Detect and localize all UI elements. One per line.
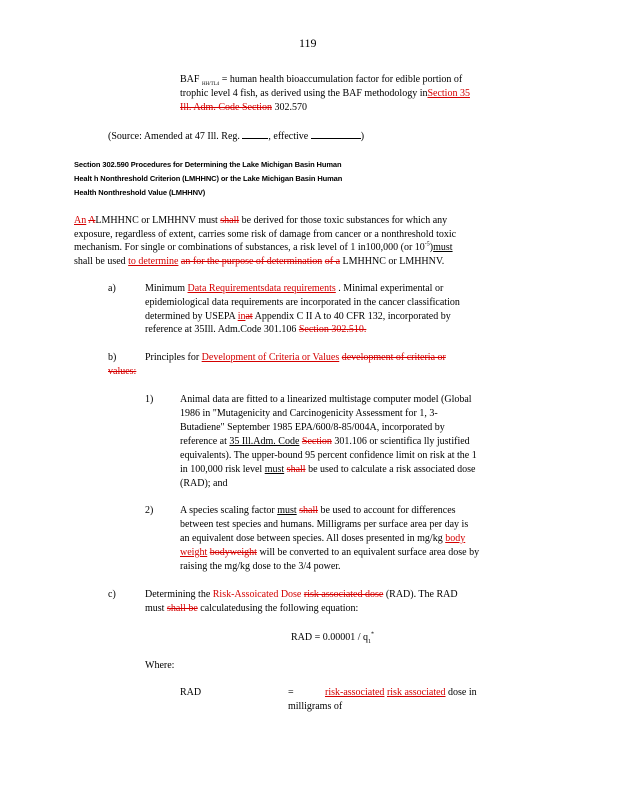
- item-b-line-1: [145, 351, 446, 364]
- inserted-text: to determine: [128, 256, 179, 267]
- deleted-text: at: [245, 311, 253, 322]
- deleted-text: A: [88, 215, 96, 226]
- body-text: will be converted to an equivalent surface area dose by: [259, 547, 480, 558]
- body-text: LMHHNC or LMHHNV.: [342, 256, 445, 267]
- inserted-text: risk-associated: [325, 687, 385, 698]
- source-text: (Source: Amended at 47 Ill. Reg.: [108, 131, 240, 142]
- body-text: must: [198, 215, 218, 226]
- body-text: Minimum: [145, 283, 186, 294]
- deleted-text: shall: [299, 505, 319, 516]
- inserted-text: An: [74, 215, 87, 226]
- body-text: . Minimal experimental or: [338, 283, 444, 294]
- body-text: be used to calculate a risk associated dose: [308, 464, 476, 475]
- deleted-text: development of criteria or: [341, 352, 446, 363]
- item-b1-line-3: Butadiene" September 1985 EPA/600/8-85/004A, incorporated by: [180, 422, 445, 433]
- baf-text: = human health bioaccumulation factor for edible portion of: [221, 74, 463, 85]
- item-b1-line-5: equivalents). The upper-bound 95 percent confidence limit on risk at the 1: [180, 450, 477, 461]
- item-b1-line-2: 1986 in "Mutagenicity and Carcinogenicity Assessment for 1, 3-: [180, 408, 438, 419]
- intro-line-3: [74, 241, 453, 254]
- equation-text: RAD = 0.00001 / q: [291, 632, 369, 643]
- body-text: dose in: [448, 687, 477, 698]
- item-b1-line-4: [180, 435, 470, 448]
- deleted-text: shall be: [166, 603, 198, 614]
- body-text: be used to account for differences: [320, 505, 456, 516]
- body-text: reference at: [180, 436, 227, 447]
- inserted-text: Development of Criteria or Values: [201, 352, 340, 363]
- body-text: Determining the: [145, 589, 211, 600]
- section-heading-line-2: Healt h Nonthreshold Criterion (LMHHNC) or the Lake Michigan Basin Human: [74, 174, 343, 183]
- inserted-text: Risk-Assoicated Dose: [212, 589, 302, 600]
- inserted-text: weight: [180, 547, 208, 558]
- baf-definition-line-2: [180, 87, 470, 100]
- body-text: shall be used: [74, 256, 126, 267]
- item-b-label: b): [108, 352, 117, 363]
- inserted-text: must: [277, 505, 297, 516]
- where-equals: =: [288, 687, 294, 698]
- deleted-text: bodyweight: [209, 547, 257, 558]
- rad-equation: [291, 631, 374, 644]
- deleted-text: Section 302.510.: [298, 324, 367, 335]
- item-b1-label: 1): [145, 394, 154, 405]
- item-b2-line-5: raising the mg/kg dose to the 3/4 power.: [180, 561, 341, 572]
- where-label: Where:: [145, 660, 175, 671]
- item-b2-line-3: [180, 532, 465, 545]
- body-text: A species scaling factor: [180, 505, 275, 516]
- body-text: Appendix C II A to 40 CFR 132, incorporated by: [254, 311, 451, 322]
- body-text: Principles for: [145, 352, 200, 363]
- item-a-line-1: [145, 282, 443, 295]
- item-b2-line-4: [180, 546, 479, 559]
- body-text: 301.106 or scientifica lly justified: [334, 436, 470, 447]
- item-b2-line-2: between test species and humans. Milligrams per surface area per day is: [180, 519, 469, 530]
- item-a-line-2: epidemiological data requirements are incorporated in the cancer classification: [145, 297, 460, 308]
- source-note: [108, 128, 364, 143]
- deleted-text: risk associated: [386, 687, 446, 698]
- effective-date-blank: [311, 128, 361, 139]
- register-blank: [242, 128, 268, 139]
- deleted-text: shall: [286, 464, 306, 475]
- inserted-text: must: [433, 242, 453, 253]
- item-c-line-1: [145, 588, 458, 601]
- section-heading-line-3: Health Nonthreshold Value (LMHHNV): [74, 188, 206, 197]
- inserted-text: 35 Ill.Adm. Code: [229, 436, 300, 447]
- where-definition-line-2: milligrams of: [288, 701, 343, 712]
- intro-line-1: [74, 214, 447, 227]
- deleted-text: risk associated dose: [303, 589, 384, 600]
- source-text: ): [360, 131, 365, 142]
- baf-term: BAF: [180, 74, 200, 85]
- item-b1-line-7: (RAD); and: [180, 478, 228, 489]
- body-text: mechanism. For single or combinations of substances, a risk level of 1 in100,000 (or 10: [74, 242, 425, 253]
- baf-text: 302.570: [274, 102, 307, 113]
- where-definition-line-1: [325, 686, 477, 699]
- page-number: 119: [299, 36, 317, 50]
- body-text: must: [145, 603, 165, 614]
- body-text: calculatedusing the following equation:: [200, 603, 359, 614]
- item-b1-line-6: [180, 463, 476, 476]
- body-text: reference at 35Ill. Adm.Code 301.106: [145, 324, 297, 335]
- body-text: in 100,000 risk level: [180, 464, 263, 475]
- baf-definition-line-3: [180, 101, 307, 114]
- inserted-text: in: [237, 311, 246, 322]
- where-term-rad: RAD: [180, 687, 202, 698]
- baf-subscript: HH/TL4: [201, 82, 220, 87]
- body-text: an equivalent dose between species. All doses presented in mg/kg: [180, 533, 443, 544]
- item-b-line-2: values:: [108, 366, 137, 377]
- exponent: -5: [424, 241, 430, 248]
- body-text: (RAD). The RAD: [385, 589, 458, 600]
- body-text: LMHHNC or LMHHNV: [95, 215, 196, 226]
- baf-text: trophic level 4 fish, as derived using the BAF methodology in: [180, 88, 428, 99]
- intro-line-4: [74, 255, 444, 268]
- baf-definition-line-1: [180, 73, 462, 86]
- deleted-text: shall: [220, 215, 240, 226]
- intro-line-2: exposure, regardless of extent, carries some risk of damage from cancer or a nonthreshold toxic: [74, 229, 457, 240]
- deleted-text: of a: [324, 256, 341, 267]
- item-c-label: c): [108, 589, 116, 600]
- item-b1-line-1: Animal data are fitted to a linearized multistage computer model (Global: [180, 394, 472, 405]
- deleted-text: Ill. Adm. Code Section: [180, 102, 272, 113]
- item-b2-label: 2): [145, 505, 154, 516]
- item-a-label: a): [108, 283, 116, 294]
- body-text: ): [429, 242, 434, 253]
- inserted-text: Section 35: [427, 88, 470, 99]
- item-a-line-4: [145, 323, 366, 336]
- equation-star: *: [371, 631, 375, 638]
- body-text: be derived for those toxic substances for which any: [241, 215, 448, 226]
- item-c-line-2: [145, 602, 358, 615]
- source-text: , effective: [268, 131, 309, 142]
- body-text: determined by USEPA: [145, 311, 236, 322]
- section-heading-line-1: Section 302.590 Procedures for Determining the Lake Michigan Basin Human: [74, 160, 342, 169]
- item-b2-line-1: [180, 504, 456, 517]
- equation-subscript: 1: [368, 639, 372, 645]
- deleted-text: an for the purpose of determination: [180, 256, 323, 267]
- item-a-line-3: [145, 310, 451, 323]
- inserted-text: must: [264, 464, 285, 475]
- inserted-text: body: [445, 533, 466, 544]
- deleted-text: Section: [301, 436, 332, 447]
- inserted-text: Data Requirementsdata requirements: [187, 283, 336, 294]
